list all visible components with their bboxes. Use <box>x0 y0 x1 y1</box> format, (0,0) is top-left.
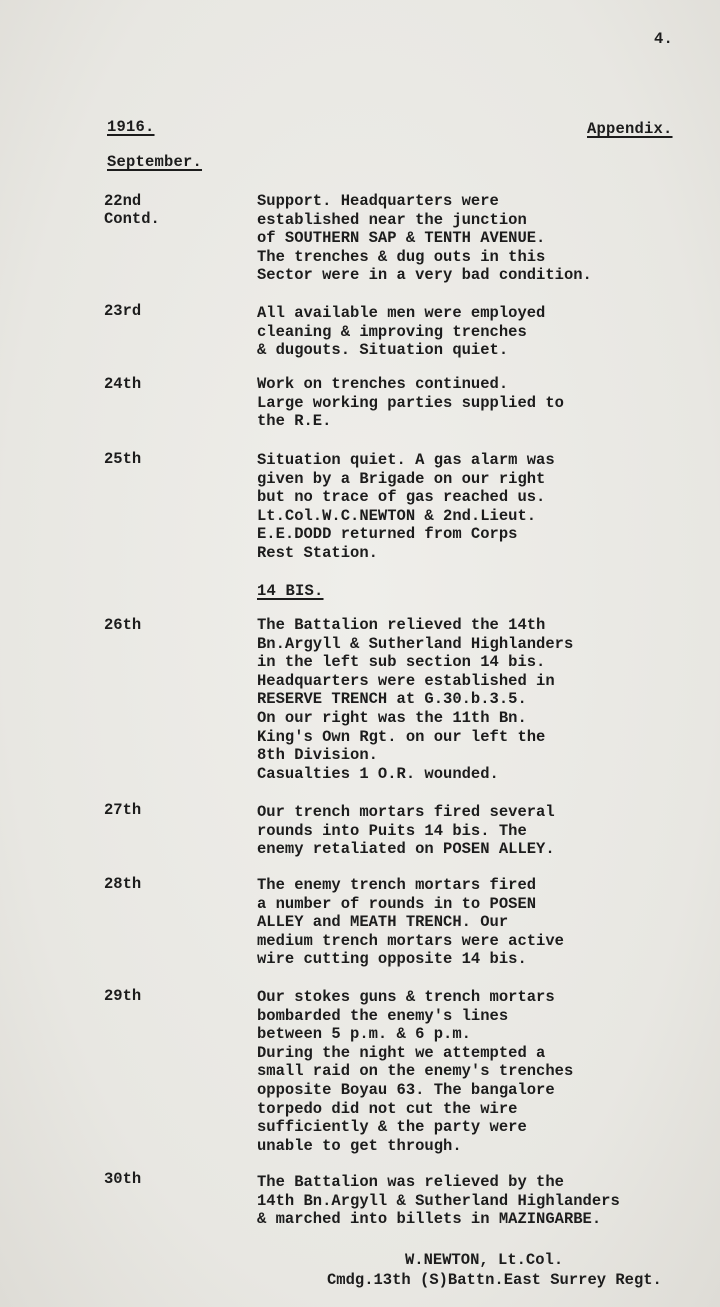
entry-line: King's Own Rgt. on our left the <box>257 727 546 746</box>
entry-date: 27th <box>104 801 142 819</box>
entry-line: ALLEY and MEATH TRENCH. Our <box>257 913 509 932</box>
entry-line: The trenches & dug outs in this <box>257 247 546 266</box>
entry-line: Large working parties supplied to <box>257 393 564 412</box>
entry-date: 29th <box>104 987 142 1005</box>
entry-line: E.E.DODD returned from Corps <box>257 525 518 544</box>
entry-line: Sector were in a very bad condition. <box>257 266 592 285</box>
entry-line: given by a Brigade on our right <box>257 469 546 488</box>
entry-line: between 5 p.m. & 6 p.m. <box>257 1025 471 1044</box>
diary-entry <box>257 1173 697 1229</box>
entry-line: cleaning & improving trenches <box>257 322 527 341</box>
entry-line: small raid on the enemy's trenches <box>257 1062 574 1081</box>
entry-line: Support. Headquarters were <box>257 192 499 210</box>
entry-date: 30th <box>104 1170 142 1188</box>
entry-line: Casualties 1 O.R. wounded. <box>257 764 499 783</box>
entry-line: torpedo did not cut the wire <box>257 1099 518 1118</box>
diary-entry <box>257 304 697 360</box>
entry-line: unable to get through. <box>257 1136 462 1155</box>
entry-date: 26th <box>104 616 142 634</box>
entry-line: Bn.Argyll & Sutherland Highlanders <box>257 634 574 653</box>
page-number: 4. <box>654 30 674 48</box>
entry-line: in the left sub section 14 bis. <box>257 653 546 672</box>
diary-entry <box>257 375 697 431</box>
entry-line: During the night we attempted a <box>257 1043 546 1062</box>
month-heading: September. <box>107 153 203 171</box>
signature-name: W.NEWTON, Lt.Col. <box>405 1251 564 1269</box>
entry-line: but no trace of gas reached us. <box>257 488 546 507</box>
entry-line: Headquarters were established in <box>257 671 555 690</box>
entry-line: 8th Division. <box>257 746 378 765</box>
entry-line: medium trench mortars were active <box>257 931 564 950</box>
entry-date: 24th <box>104 375 142 393</box>
entry-line: The enemy trench mortars fired <box>257 876 537 894</box>
entry-line: bombarded the enemy's lines <box>257 1006 509 1025</box>
entry-line: On our right was the 11th Bn. <box>257 708 527 727</box>
entry-line: established near the junction <box>257 210 527 229</box>
appendix-label: Appendix. <box>587 120 673 138</box>
entry-line: a number of rounds in to POSEN <box>257 894 537 913</box>
diary-entry <box>257 451 697 563</box>
entry-line: 14th Bn.Argyll & Sutherland Highlanders <box>257 1191 620 1210</box>
diary-entry <box>257 616 697 783</box>
year-heading: 1916. <box>107 118 155 136</box>
entry-line: opposite Boyau 63. The bangalore <box>257 1080 555 1099</box>
signature-unit: Cmdg.13th (S)Battn.East Surrey Regt. <box>327 1271 662 1289</box>
diary-entry <box>257 876 697 969</box>
entry-line: & marched into billets in MAZINGARBE. <box>257 1210 602 1229</box>
entry-line: RESERVE TRENCH at G.30.b.3.5. <box>257 690 527 709</box>
entry-line: Our trench mortars fired several <box>257 803 555 821</box>
entry-line: Situation quiet. A gas alarm was <box>257 451 555 469</box>
entry-line: Lt.Col.W.C.NEWTON & 2nd.Lieut. <box>257 506 537 525</box>
entry-line: & dugouts. Situation quiet. <box>257 341 509 360</box>
entry-line: Rest Station. <box>257 543 378 562</box>
entry-line: wire cutting opposite 14 bis. <box>257 950 527 969</box>
entry-date: 22nd Contd. <box>104 192 160 228</box>
entry-line: The Battalion was relieved by the <box>257 1173 564 1191</box>
section-heading: 14 BIS. <box>257 582 324 600</box>
diary-entry <box>257 192 697 285</box>
entry-line: All available men were employed <box>257 304 546 322</box>
entry-date: 23rd <box>104 302 142 320</box>
entry-line: the R.E. <box>257 412 332 431</box>
entry-line: rounds into Puits 14 bis. The <box>257 821 527 840</box>
entry-line: enemy retaliated on POSEN ALLEY. <box>257 840 555 859</box>
entry-line: The Battalion relieved the 14th <box>257 616 546 634</box>
entry-line: Work on trenches continued. <box>257 375 509 393</box>
entry-date: 25th <box>104 450 142 468</box>
entry-line: of SOUTHERN SAP & TENTH AVENUE. <box>257 229 546 248</box>
diary-entry <box>257 803 697 859</box>
entry-line: sufficiently & the party were <box>257 1118 527 1137</box>
entry-line: Our stokes guns & trench mortars <box>257 988 555 1006</box>
entry-date: 28th <box>104 875 142 893</box>
diary-entry <box>257 988 697 1155</box>
